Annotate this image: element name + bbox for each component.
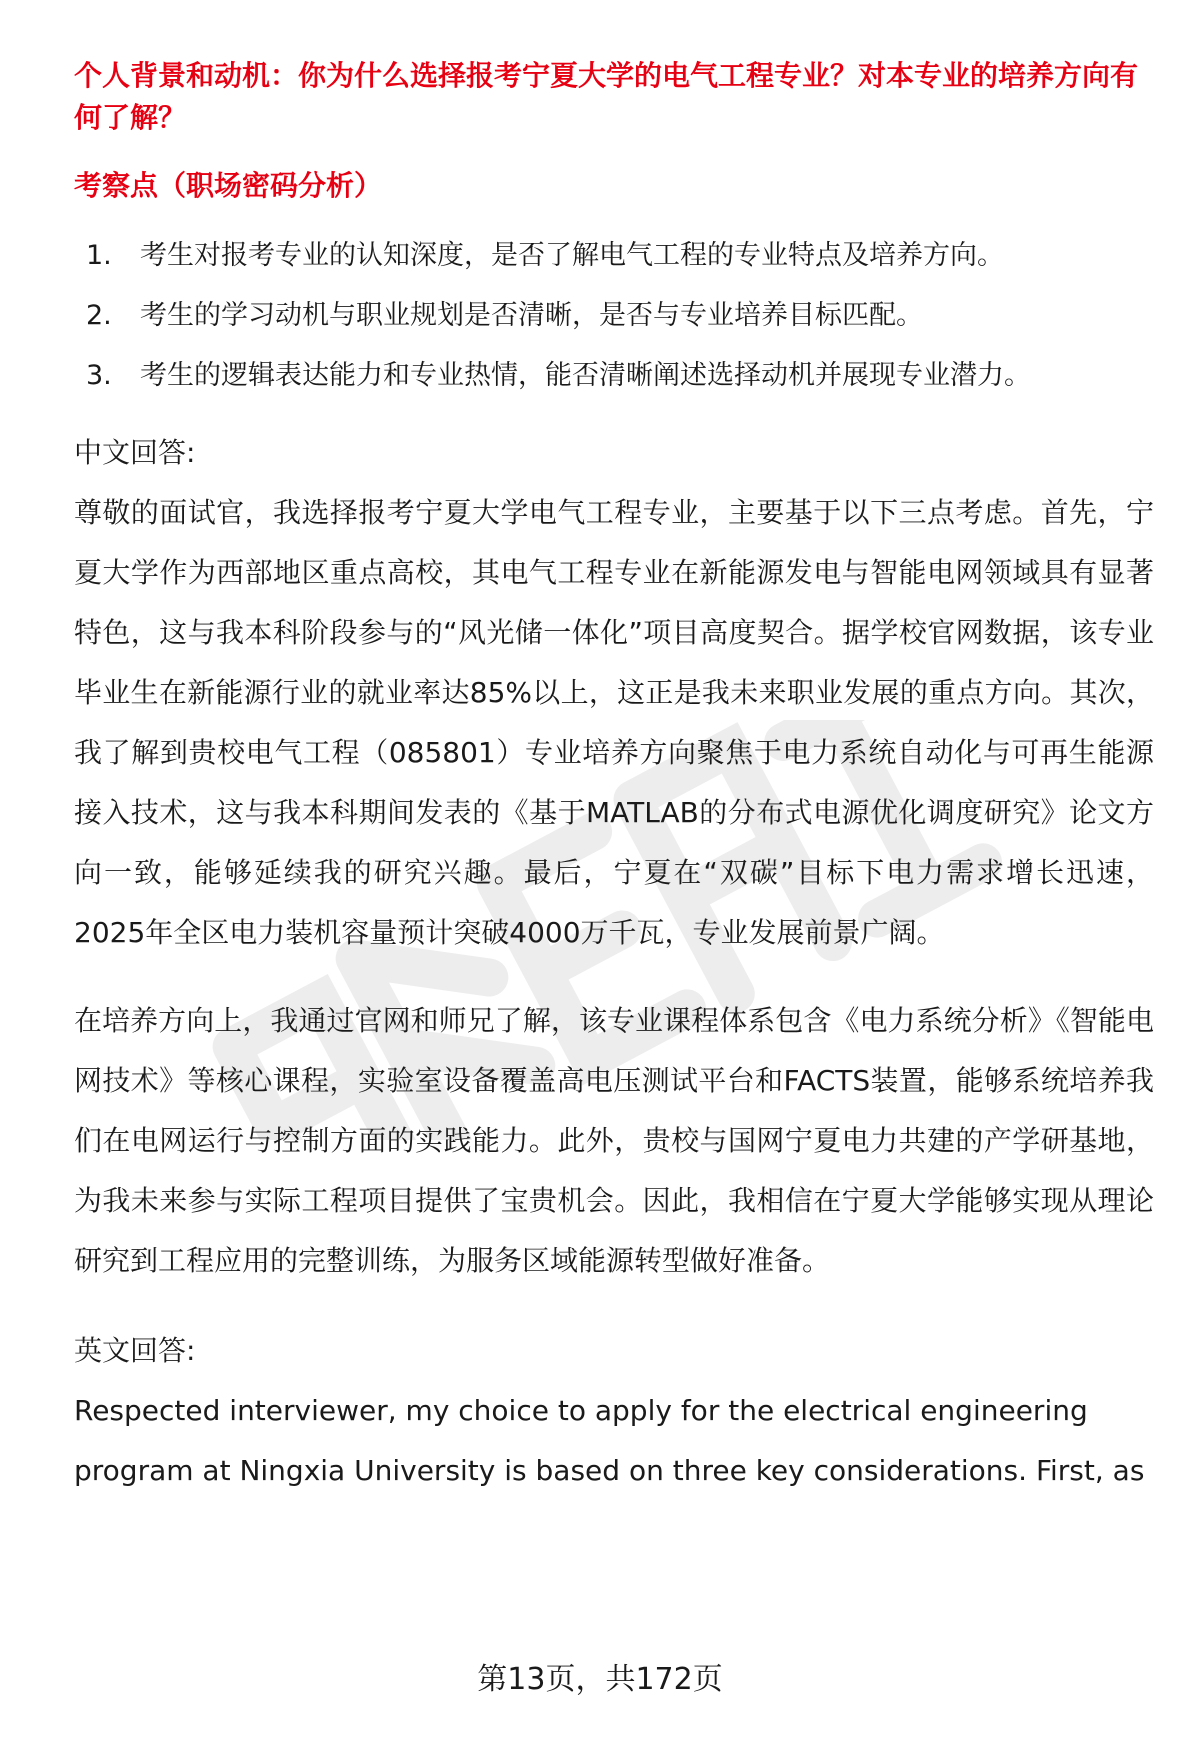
list-item: [74, 235, 1154, 277]
list-item-text: 考生的学习动机与职业规划是否清晰，是否与专业培养目标匹配。: [140, 300, 923, 331]
chinese-answer-paragraph-1: 尊敬的面试官，我选择报考宁夏大学电气工程专业，主要基于以下三点考虑。首先，宁夏大学作为西部地区重点高校，其电气工程专业在新能源发电与智能电网领域具有显著特色，这与我本科阶段参与的“风光储一体化”项目高度契合。据学校官网数据，该专业毕业生在新能源行业的就业率达85%以上，这正是我未来职业发展的重点方向。其次，我了解到贵校电气工程（085801）专业培养方向聚焦于电力系统自动化与可再生能源接入技术，这与我本科期间发表的《基于MATLAB的分布式电源优化调度研究》论文方向一致，能够延续我的研究兴趣。最后，宁夏在“双碳”目标下电力需求增长迅速，2025年全区电力装机容量预计突破4000万千瓦，专业发展前景广阔。: [74, 496, 1154, 949]
page-indicator: 第13页，共172页: [477, 1662, 723, 1697]
chinese-answer-paragraph-2: 在培养方向上，我通过官网和师兄了解，该专业课程体系包含《电力系统分析》《智能电网技术》等核心课程，实验室设备覆盖高电压测试平台和FACTS装置，能够系统培养我们在电网运行与控制方面的实践能力。此外，贵校与国网宁夏电力共建的产学研基地，为我未来参与实际工程项目提供了宝贵机会。因此，我相信在宁夏大学能够实现从理论研究到工程应用的完整训练，为服务区域能源转型做好准备。: [74, 1004, 1154, 1277]
chinese-answer-label: 中文回答:: [74, 436, 196, 469]
list-item-number: 1.: [86, 240, 112, 271]
list-item-text: 考生对报考专业的认知深度，是否了解电气工程的专业特点及培养方向。: [140, 240, 1004, 271]
english-answer-line-1: Respected interviewer, my choice to apply for the electrical engineering: [74, 1394, 1088, 1427]
list-item: [74, 355, 1154, 397]
question-heading: 个人背景和动机：你为什么选择报考宁夏大学的电气工程专业？对本专业的培养方向有何了解？: [74, 59, 1139, 134]
document-page: [74, 55, 1154, 1501]
assessment-title: 考察点（职场密码分析）: [74, 169, 383, 202]
list-item: [74, 295, 1154, 337]
english-answer-line-2: program at Ningxia University is based on three key considerations. First, as: [74, 1454, 1145, 1487]
list-item-text: 考生的逻辑表达能力和专业热情，能否清晰阐述选择动机并展现专业潜力。: [140, 360, 1031, 391]
list-item-number: 2.: [86, 300, 112, 331]
list-item-number: 3.: [86, 360, 112, 391]
assessment-points-list: [74, 235, 1154, 397]
english-answer-label: 英文回答:: [74, 1334, 196, 1367]
